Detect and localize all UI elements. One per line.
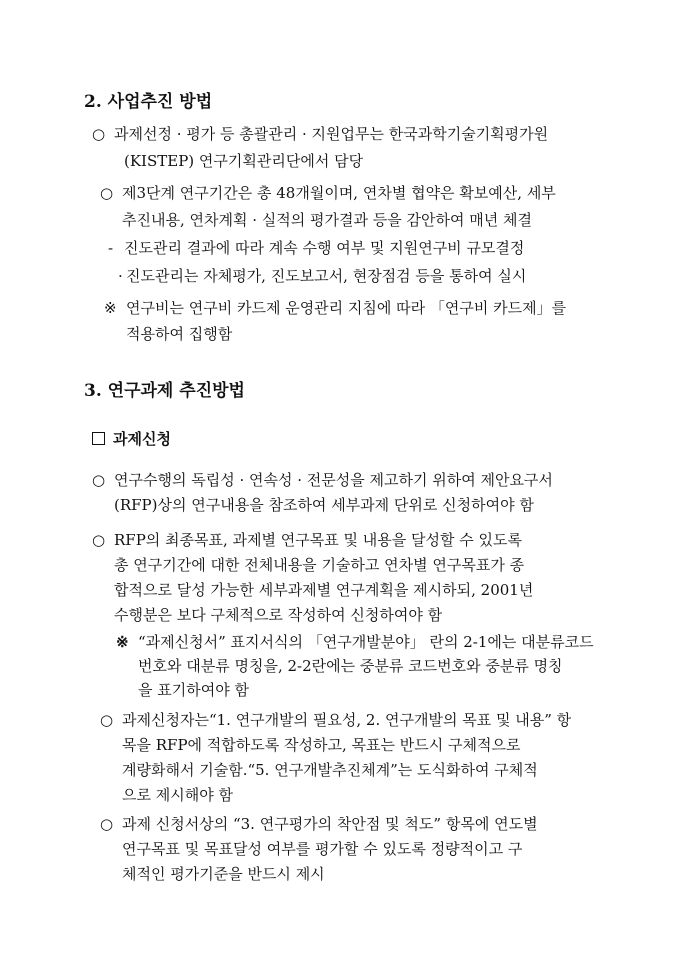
list-marker: - <box>108 239 114 257</box>
list-item-text: 추진내용, 연차계획 · 실적의 평가결과 등을 감안하여 매년 체결 <box>122 211 532 229</box>
list-item-text: 으로 제시해야 함 <box>122 786 233 804</box>
subsection-heading <box>92 429 171 449</box>
section-3-heading: 3. 연구과제 추진방법 <box>84 381 245 401</box>
note-text: 을 표기하여야 함 <box>138 681 249 699</box>
note-text: “과제신청서” 표지서식의 「연구개발분야」 란의 2-1에는 대분류코드 <box>138 633 594 651</box>
list-item-text: 연구목표 및 목표달성 여부를 평가할 수 있도록 정량적이고 구 <box>122 840 523 858</box>
note-marker: ※ <box>116 633 129 651</box>
list-item-text: (RFP)상의 연구내용을 참조하여 세부과제 단위로 신청하여야 함 <box>114 496 534 514</box>
list-item-text: 진도관리 결과에 따라 계속 수행 여부 및 지원연구비 규모결정 <box>124 239 525 257</box>
note-marker: ※ <box>104 299 117 317</box>
list-marker: ○ <box>92 531 106 549</box>
list-item-text: 목을 RFP에 적합하도록 작성하고, 목표는 반드시 구체적으로 <box>122 736 521 754</box>
list-item-text: RFP의 최종목표, 과제별 연구목표 및 내용을 달성할 수 있도록 <box>114 531 522 549</box>
list-marker: ○ <box>100 711 114 729</box>
list-marker: ○ <box>92 125 106 143</box>
checkbox-square-icon <box>92 432 105 445</box>
subsection-title: 과제신청 <box>113 430 171 448</box>
list-marker: ○ <box>100 184 114 202</box>
list-item-text: 제3단계 연구기간은 총 48개월이며, 연차별 협약은 확보예산, 세부 <box>122 184 556 202</box>
list-item-text: 총 연구기간에 대한 전체내용을 기술하고 연차별 연구목표가 종 <box>114 556 525 574</box>
list-item-text: 진도관리는 자체평가, 진도보고서, 현장점검 등을 통하여 실시 <box>126 267 527 285</box>
list-marker: ○ <box>100 815 114 833</box>
note-text: 번호와 대분류 명칭을, 2-2란에는 중분류 코드번호와 중분류 명칭 <box>138 657 563 675</box>
note-text: 연구비는 연구비 카드제 운영관리 지침에 따라 「연구비 카드제」를 <box>126 299 567 317</box>
list-item-text: 과제선정 · 평가 등 총괄관리 · 지원업무는 한국과학기술기획평가원 <box>114 125 549 143</box>
list-item-text: 체적인 평가기준을 반드시 제시 <box>122 865 325 883</box>
list-marker: ○ <box>92 471 106 489</box>
list-item-text: 연구수행의 독립성 · 연속성 · 전문성을 제고하기 위하여 제안요구서 <box>114 471 553 489</box>
list-item-text: 계량화해서 기술함.“5. 연구개발추진체계”는 도식화하여 구체적 <box>122 761 538 779</box>
note-text: 적용하여 집행함 <box>126 325 233 343</box>
list-marker: · <box>118 267 123 285</box>
list-item-text: 합적으로 달성 가능한 세부과제별 연구계획을 제시하되, 2001년 <box>114 581 534 599</box>
list-item-text: 과제신청자는“1. 연구개발의 필요성, 2. 연구개발의 목표 및 내용” 항 <box>122 711 572 729</box>
section-2-heading: 2. 사업추진 방법 <box>84 92 213 112</box>
list-item-text: (KISTEP) 연구기획관리단에서 담당 <box>124 152 364 170</box>
list-item-text: 수행분은 보다 구체적으로 작성하여 신청하여야 함 <box>114 606 443 624</box>
list-item-text: 과제 신청서상의 “3. 연구평가의 착안점 및 척도” 항목에 연도별 <box>122 815 538 833</box>
